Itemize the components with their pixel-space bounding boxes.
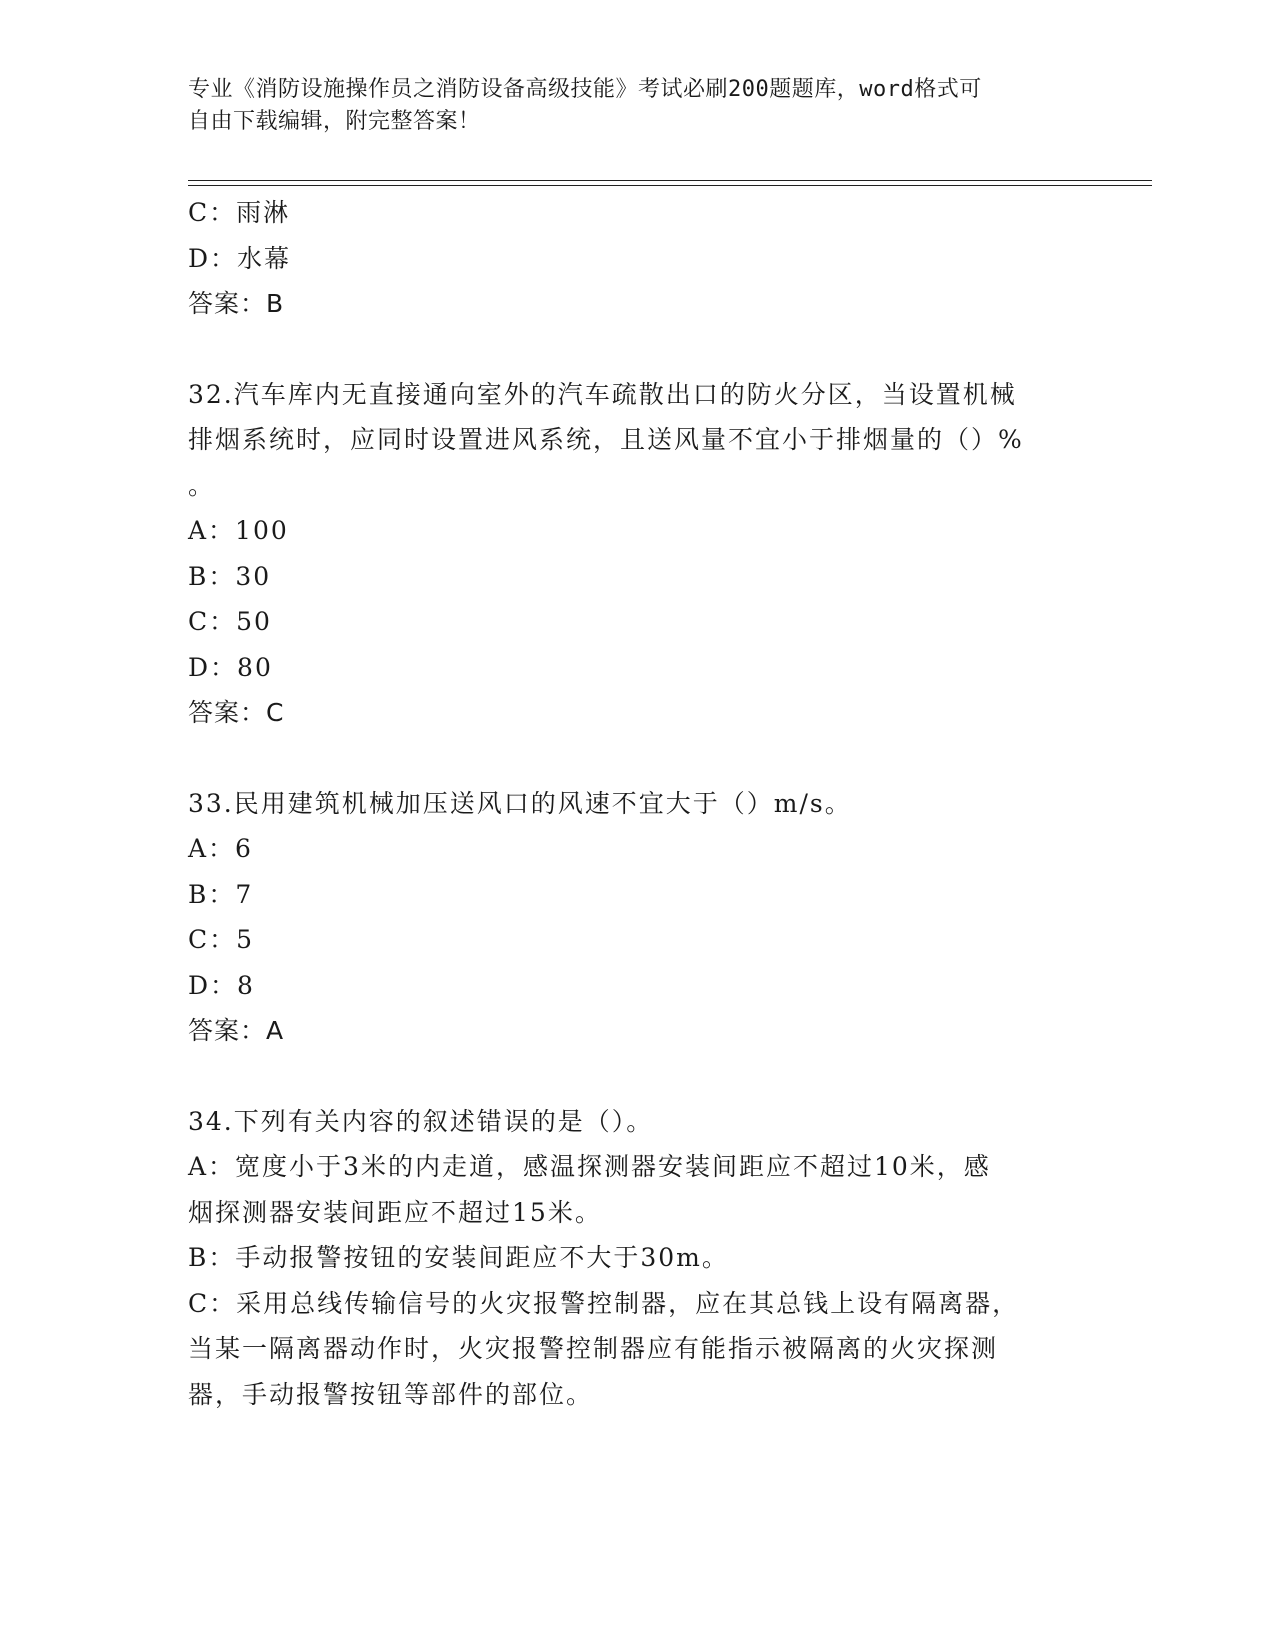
option-b: B：7	[188, 879, 254, 909]
option-d: D：水幕	[188, 243, 292, 273]
answer-line: 答案：C	[188, 698, 285, 727]
option-a-line: A：宽度小于3米的内走道，感温探测器安装间距应不超过10米，感	[188, 1152, 991, 1181]
header-divider-top	[188, 180, 1152, 181]
option-b: B：30	[188, 561, 272, 591]
document-header	[188, 74, 1068, 138]
option-c: C：50	[188, 607, 272, 636]
spacer	[188, 327, 1068, 372]
option-a-line: 烟探测器安装间距应不超过15米。	[188, 1197, 602, 1227]
question-32	[188, 372, 1068, 736]
header-divider-bottom	[188, 185, 1152, 186]
question-31-tail	[188, 190, 1068, 327]
option-c-line: 当某一隔离器动作时，火灾报警控制器应有能指示被隔离的火灾探测	[188, 1334, 999, 1363]
option-c-line: C：采用总线传输信号的火灾报警控制器，应在其总钱上设有隔离器，	[188, 1288, 1020, 1318]
question-34	[188, 1099, 1068, 1418]
option-c-line: 器，手动报警按钮等部件的部位。	[188, 1379, 594, 1409]
answer-line: 答案：A	[188, 1016, 285, 1045]
answer-line: 答案：B	[188, 289, 285, 318]
option-a: A：6	[188, 834, 253, 863]
question-content	[188, 190, 1068, 1417]
header-line-2: 自由下载编辑，附完整答案！	[188, 109, 481, 134]
option-d: D：8	[188, 970, 255, 1000]
question-stem-line: 排烟系统时，应同时设置进风系统，且送风量不宜小于排烟量的（）%	[188, 425, 1024, 454]
option-c: C：雨淋	[188, 198, 291, 227]
option-d: D：80	[188, 652, 273, 682]
question-33	[188, 781, 1068, 1054]
question-stem-line: 32.汽车库内无直接通向室外的汽车疏散出口的防火分区，当设置机械	[188, 379, 1017, 409]
spacer	[188, 1054, 1068, 1099]
option-c: C：5	[188, 925, 255, 954]
header-line-1: 专业《消防设施操作员之消防设备高级技能》考试必刷200题题库，word格式可	[188, 77, 982, 102]
option-b: B：手动报警按钮的安装间距应不大于30m。	[188, 1243, 729, 1272]
question-stem: 33.民用建筑机械加压送风口的风速不宜大于（）m/s。	[188, 788, 852, 818]
option-a: A：100	[188, 516, 289, 545]
question-stem-line: 。	[188, 470, 216, 500]
spacer	[188, 736, 1068, 781]
question-stem: 34.下列有关内容的叙述错误的是（）。	[188, 1106, 654, 1136]
